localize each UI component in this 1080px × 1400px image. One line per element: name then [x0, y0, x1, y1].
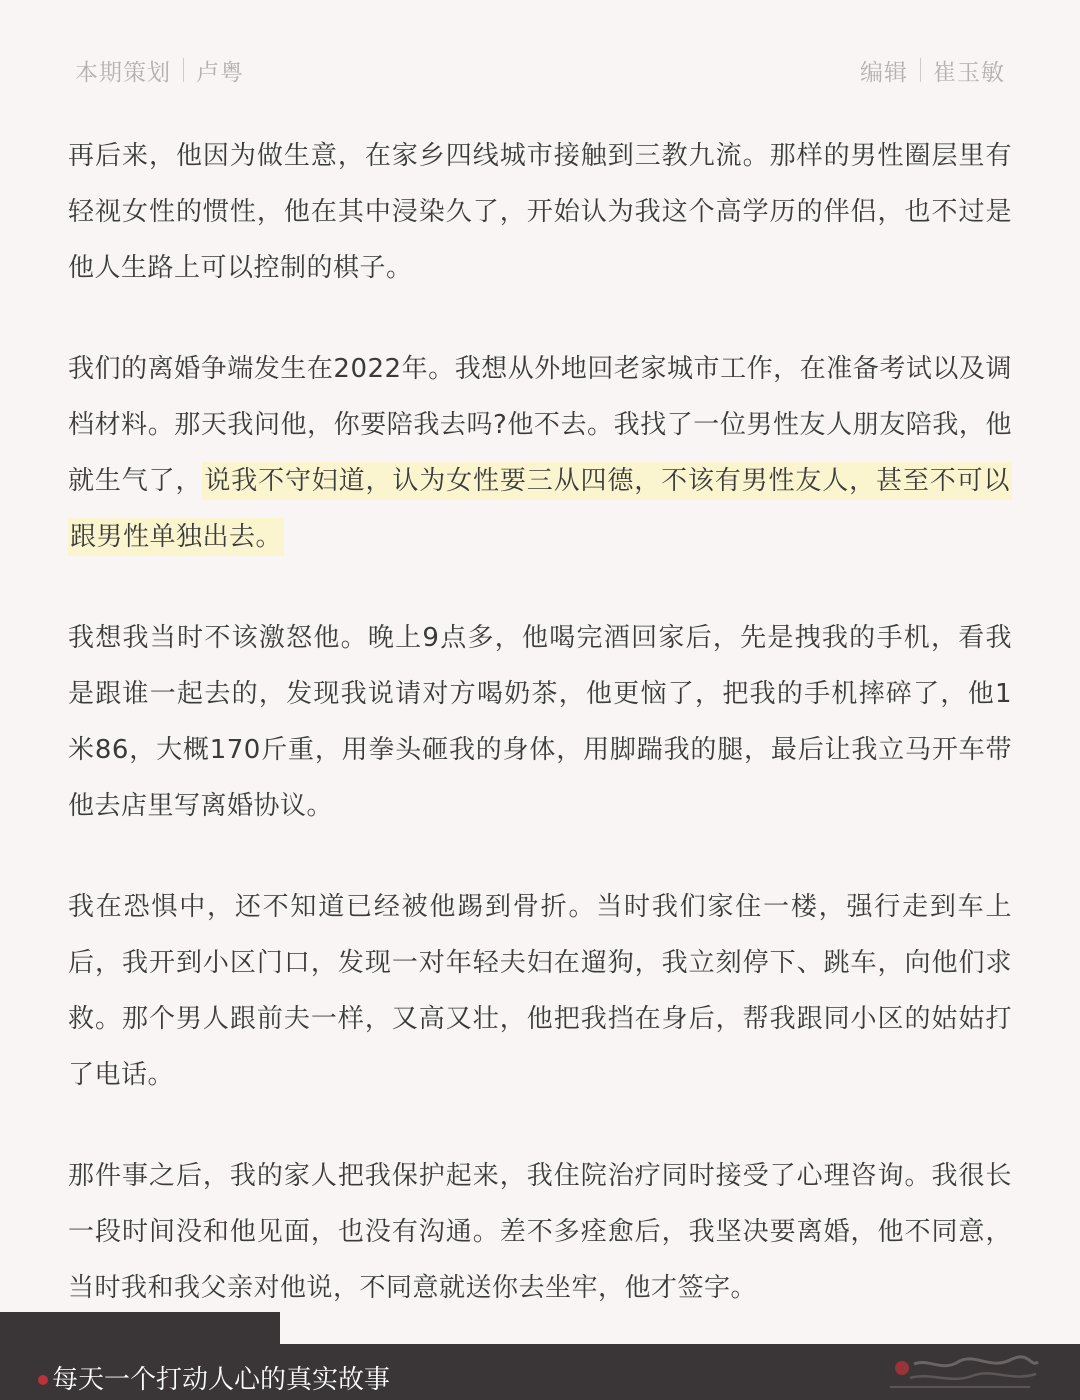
planner-credit: [75, 54, 244, 87]
footer-banner: [0, 1310, 1080, 1400]
paragraph-2-text: 我们的离婚争端发生在2022年。我想从外地回老家城市工作，在准备考试以及调档材料。那天我问他，你要陪我去吗?他不去。我找了一位男性友人朋友陪我，他就生气了，: [68, 354, 1012, 496]
planner-label: 本期策划: [75, 59, 171, 86]
credits-header: [75, 50, 1005, 90]
editor-name: 崔玉敏: [933, 59, 1005, 86]
editor-label: 编辑: [860, 59, 908, 86]
paragraph-1: 再后来，他因为做生意，在家乡四线城市接触到三教九流。那样的男性圈层里有轻视女性的惯性，他在其中浸染久了，开始认为我这个高学历的伴侣，也不过是他人生路上可以控制的棋子。: [68, 141, 1012, 283]
paragraph-5: 那件事之后，我的家人把我保护起来，我住院治疗同时接受了心理咨询。我很长一段时间没和他见面，也没有沟通。差不多痊愈后，我坚决要离婚，他不同意，当时我和我父亲对他说，不同意就送你去坐牢，他才签字。: [68, 1161, 1012, 1303]
editor-credit: [860, 54, 1005, 87]
paragraph-3: 我想我当时不该激怒他。晚上9点多，他喝完酒回家后，先是拽我的手机，看我是跟谁一起去的，发现我说请对方喝奶茶，他更恼了，把我的手机摔碎了，他1米86，大概170斤重，用拳头砸我的身体，用脚踹我的腿，最后让我立马开车带他去店里写离婚协议。: [68, 623, 1012, 821]
divider: [920, 58, 921, 82]
paragraph-2: [68, 341, 1012, 565]
paragraph-4: 我在恐惧中，还不知道已经被他踢到骨折。当时我们家住一楼，强行走到车上后，我开到小区门口，发现一对年轻夫妇在遛狗，我立刻停下、跳车，向他们求救。那个男人跟前夫一样，又高又壮，他把我挡在身后，帮我跟同小区的姑姑打了电话。: [68, 892, 1012, 1090]
highlighted-quote: 说我不守妇道，认为女性要三从四德，不该有男性友人，甚至不可以跟男性单独出去。: [68, 462, 1012, 556]
article-body: [68, 128, 1012, 1361]
divider: [183, 58, 184, 82]
planner-name: 卢粤: [196, 59, 244, 86]
footer-tagline: [38, 1360, 390, 1400]
brand-logo-icon: [880, 1354, 1040, 1394]
red-dot-icon: [38, 1375, 48, 1385]
footer-tagline-text: 每天一个打动人心的真实故事: [52, 1365, 391, 1395]
